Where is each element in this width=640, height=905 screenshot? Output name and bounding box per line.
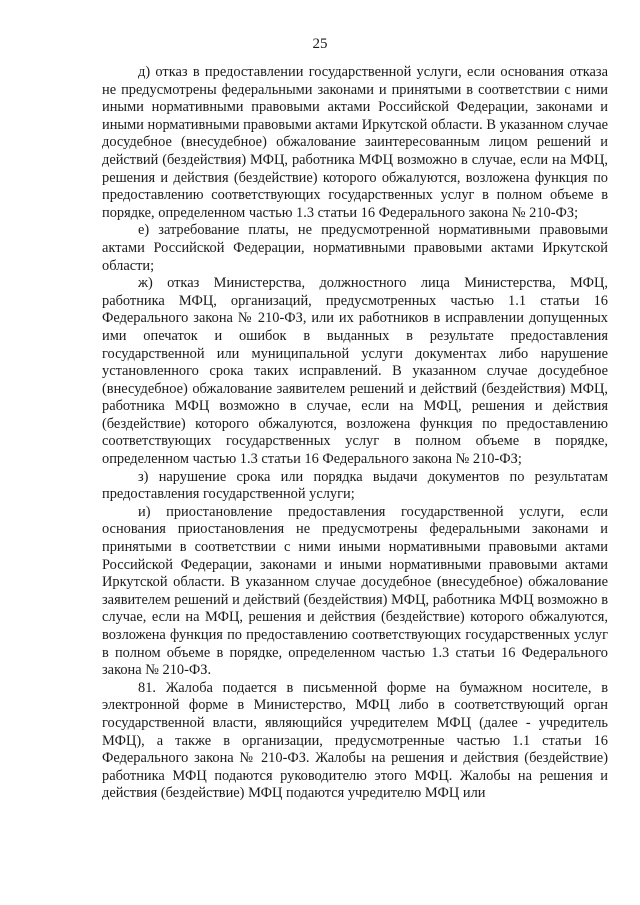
paragraph-zh-correction-refusal: ж) отказ Министерства, должностного лица Министерства, МФЦ, работника МФЦ, организаций, предусмотренных частью 1.1 статьи 16 Федерального закона № 210-ФЗ, или их работников в исправлении допущенных ими опечаток и ошибок в выданных в результате предоставления государственной или муниципальной услуги документах либо нарушение установленного срока таких исправлений. В указанном случае досудебное (внесудебное) обжалование заявителем решений и действий (бездействия) МФЦ, работника МФЦ возможно в случае, если на МФЦ, решения и действия (бездействие) которого обжалуются, возложена функция по предоставлению соответствующих государственных услуг в полном объеме в порядке, определенном частью 1.3 статьи 16 Федерального закона № 210-ФЗ; bbox=[102, 275, 608, 468]
paragraph-i-suspension: и) приостановление предоставления государственной услуги, если основания приостановления не предусмотрены федеральными законами и принятыми в соответствии с ними иными нормативными правовыми актами Российской Федерации, законами и иными нормативными правовыми актами Иркутской области. В указанном случае досудебное (внесудебное) обжалование заявителем решений и действий (бездействия) МФЦ, работника МФЦ возможно в случае, если на МФЦ, решения и действия (бездействие) которого обжалуются, возложена функция по предоставлению соответствующих государственных услуг в полном объеме в порядке, определенном частью 1.3 статьи 16 Федерального закона № 210-ФЗ. bbox=[102, 503, 608, 679]
paragraph-z-deadline-violation: з) нарушение срока или порядка выдачи документов по результатам предоставления государственной услуги; bbox=[102, 468, 608, 503]
page-number: 25 bbox=[312, 36, 328, 52]
paragraph-81-complaint-filing: 81. Жалоба подается в письменной форме на бумажном носителе, в электронной форме в Министерство, МФЦ либо в соответствующий орган государственной власти, являющийся учредителем МФЦ (далее - учредитель МФЦ), а также в организации, предусмотренные частью 1.1 статьи 16 Федерального закона № 210-ФЗ. Жалобы на решения и действия (бездействие) работника МФЦ подаются руководителю этого МФЦ. Жалобы на решения и действия (бездействие) МФЦ подаются учредителю МФЦ или bbox=[102, 679, 608, 802]
document-body bbox=[102, 64, 608, 803]
paragraph-d-refusal: д) отказ в предоставлении государственной услуги, если основания отказа не предусмотрены федеральными законами и принятыми в соответствии с ними иными нормативными правовыми актами Российской Федерации, законами и иными нормативными правовыми актами Иркутской области. В указанном случае досудебное (внесудебное) обжалование заинтересованным лицом решений и действий (бездействия) МФЦ, работника МФЦ возможно в случае, если на МФЦ, решения и действия (бездействие) которого обжалуются, возложена функция по предоставлению соответствующих государственных услуг в полном объеме в порядке, определенном частью 1.3 статьи 16 Федерального закона № 210-ФЗ; bbox=[102, 64, 608, 221]
paragraph-e-fee-demand: е) затребование платы, не предусмотренной нормативными правовыми актами Российской Федерации, нормативными правовыми актами Иркутской области; bbox=[102, 222, 608, 274]
